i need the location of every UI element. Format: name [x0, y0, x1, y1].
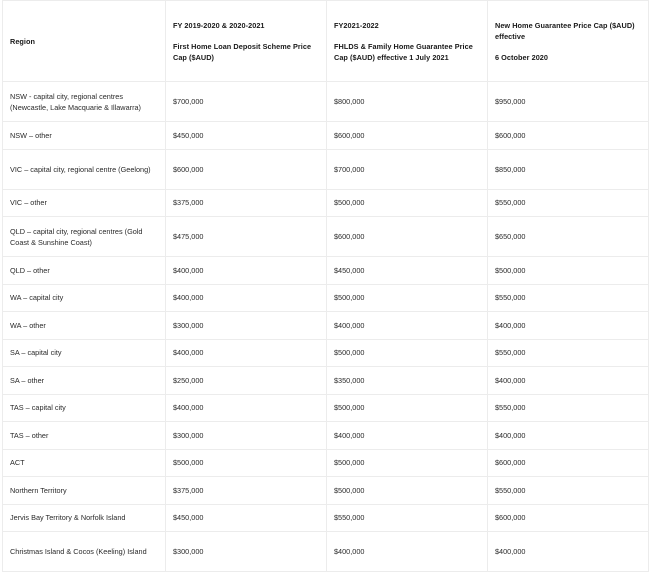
header-region-label: Region — [10, 36, 36, 46]
price-cap-new-home-cell: $950,000 — [488, 82, 649, 122]
price-cap-fy2021-2022-cell: $450,000 — [327, 257, 488, 285]
header-new-home-guarantee-subtitle: 6 October 2020 — [495, 52, 549, 62]
price-cap-fy2021-2022-cell: $400,000 — [327, 532, 488, 572]
region-cell: TAS – other — [3, 422, 166, 450]
table-row — [3, 394, 649, 422]
price-cap-fy2019-2021-cell: $700,000 — [166, 82, 327, 122]
price-cap-fy2019-2021-cell: $400,000 — [166, 284, 327, 312]
region-cell: WA – other — [3, 312, 166, 340]
table-row — [3, 477, 649, 505]
price-cap-new-home-cell: $400,000 — [488, 367, 649, 395]
price-cap-new-home-cell: $500,000 — [488, 257, 649, 285]
price-cap-fy2021-2022-cell: $500,000 — [327, 449, 488, 477]
header-fy2019-2021-title: FY 2019-2020 & 2020-2021 — [173, 20, 265, 30]
price-cap-new-home-cell: $400,000 — [488, 532, 649, 572]
header-fy2021-2022-title: FY2021-2022 — [334, 20, 379, 30]
table-row — [3, 217, 649, 257]
header-row — [3, 1, 649, 82]
region-cell: ACT — [3, 449, 166, 477]
region-cell: WA – capital city — [3, 284, 166, 312]
price-cap-new-home-cell: $600,000 — [488, 504, 649, 532]
price-cap-new-home-cell: $650,000 — [488, 217, 649, 257]
region-cell: NSW - capital city, regional centres (Newcastle, Lake Macquarie & Illawarra) — [3, 82, 166, 122]
table-row — [3, 532, 649, 572]
region-cell: Christmas Island & Cocos (Keeling) Island — [3, 532, 166, 572]
price-cap-new-home-cell: $550,000 — [488, 339, 649, 367]
price-cap-fy2019-2021-cell: $500,000 — [166, 449, 327, 477]
header-fy2021-2022 — [327, 1, 488, 82]
table-row — [3, 122, 649, 150]
price-cap-fy2021-2022-cell: $500,000 — [327, 477, 488, 505]
region-cell: VIC – other — [3, 189, 166, 217]
region-cell: Northern Territory — [3, 477, 166, 505]
price-cap-fy2019-2021-cell: $375,000 — [166, 189, 327, 217]
price-cap-new-home-cell: $550,000 — [488, 284, 649, 312]
region-cell: QLD – other — [3, 257, 166, 285]
region-cell: TAS – capital city — [3, 394, 166, 422]
region-cell: VIC – capital city, regional centre (Geelong) — [3, 149, 166, 189]
table-row — [3, 504, 649, 532]
price-cap-new-home-cell: $600,000 — [488, 122, 649, 150]
price-cap-fy2019-2021-cell: $300,000 — [166, 312, 327, 340]
price-cap-fy2021-2022-cell: $350,000 — [327, 367, 488, 395]
price-cap-fy2019-2021-cell: $400,000 — [166, 339, 327, 367]
price-cap-fy2021-2022-cell: $700,000 — [327, 149, 488, 189]
header-fy2019-2021-subtitle: First Home Loan Deposit Scheme Price Cap ($AUD) — [173, 41, 312, 62]
region-cell: SA – other — [3, 367, 166, 395]
table-row — [3, 149, 649, 189]
table-header — [3, 1, 649, 82]
price-cap-fy2019-2021-cell: $450,000 — [166, 122, 327, 150]
table-row — [3, 339, 649, 367]
region-cell: QLD – capital city, regional centres (Gold Coast & Sunshine Coast) — [3, 217, 166, 257]
price-cap-new-home-cell: $850,000 — [488, 149, 649, 189]
table-body — [3, 82, 649, 572]
header-region — [3, 1, 166, 82]
table-row — [3, 422, 649, 450]
table-row — [3, 367, 649, 395]
price-cap-fy2021-2022-cell: $600,000 — [327, 217, 488, 257]
price-cap-new-home-cell: $550,000 — [488, 189, 649, 217]
price-cap-fy2021-2022-cell: $500,000 — [327, 339, 488, 367]
table-row — [3, 449, 649, 477]
price-cap-fy2021-2022-cell: $500,000 — [327, 189, 488, 217]
price-cap-new-home-cell: $400,000 — [488, 422, 649, 450]
price-cap-fy2019-2021-cell: $450,000 — [166, 504, 327, 532]
price-cap-new-home-cell: $550,000 — [488, 394, 649, 422]
header-fy2021-2022-subtitle: FHLDS & Family Home Guarantee Price Cap ($AUD) effective 1 July 2021 — [334, 41, 473, 62]
price-cap-new-home-cell: $600,000 — [488, 449, 649, 477]
table-row — [3, 312, 649, 340]
price-cap-fy2021-2022-cell: $800,000 — [327, 82, 488, 122]
price-cap-fy2019-2021-cell: $600,000 — [166, 149, 327, 189]
price-cap-fy2021-2022-cell: $400,000 — [327, 312, 488, 340]
price-cap-fy2021-2022-cell: $400,000 — [327, 422, 488, 450]
table-row — [3, 284, 649, 312]
price-cap-fy2021-2022-cell: $550,000 — [327, 504, 488, 532]
price-cap-fy2021-2022-cell: $500,000 — [327, 394, 488, 422]
region-cell: NSW – other — [3, 122, 166, 150]
table-row — [3, 189, 649, 217]
price-cap-fy2021-2022-cell: $500,000 — [327, 284, 488, 312]
table-row — [3, 82, 649, 122]
table-row — [3, 257, 649, 285]
region-cell: SA – capital city — [3, 339, 166, 367]
price-cap-table — [2, 0, 649, 572]
price-cap-fy2019-2021-cell: $300,000 — [166, 532, 327, 572]
price-cap-fy2021-2022-cell: $600,000 — [327, 122, 488, 150]
price-cap-fy2019-2021-cell: $400,000 — [166, 394, 327, 422]
price-cap-fy2019-2021-cell: $300,000 — [166, 422, 327, 450]
price-cap-fy2019-2021-cell: $250,000 — [166, 367, 327, 395]
region-cell: Jervis Bay Territory & Norfolk Island — [3, 504, 166, 532]
price-cap-fy2019-2021-cell: $400,000 — [166, 257, 327, 285]
price-cap-new-home-cell: $550,000 — [488, 477, 649, 505]
header-fy2019-2021 — [166, 1, 327, 82]
price-cap-fy2019-2021-cell: $475,000 — [166, 217, 327, 257]
price-cap-new-home-cell: $400,000 — [488, 312, 649, 340]
header-new-home-guarantee — [488, 1, 649, 82]
header-new-home-guarantee-title: New Home Guarantee Price Cap ($AUD) effective — [495, 20, 635, 41]
price-cap-fy2019-2021-cell: $375,000 — [166, 477, 327, 505]
